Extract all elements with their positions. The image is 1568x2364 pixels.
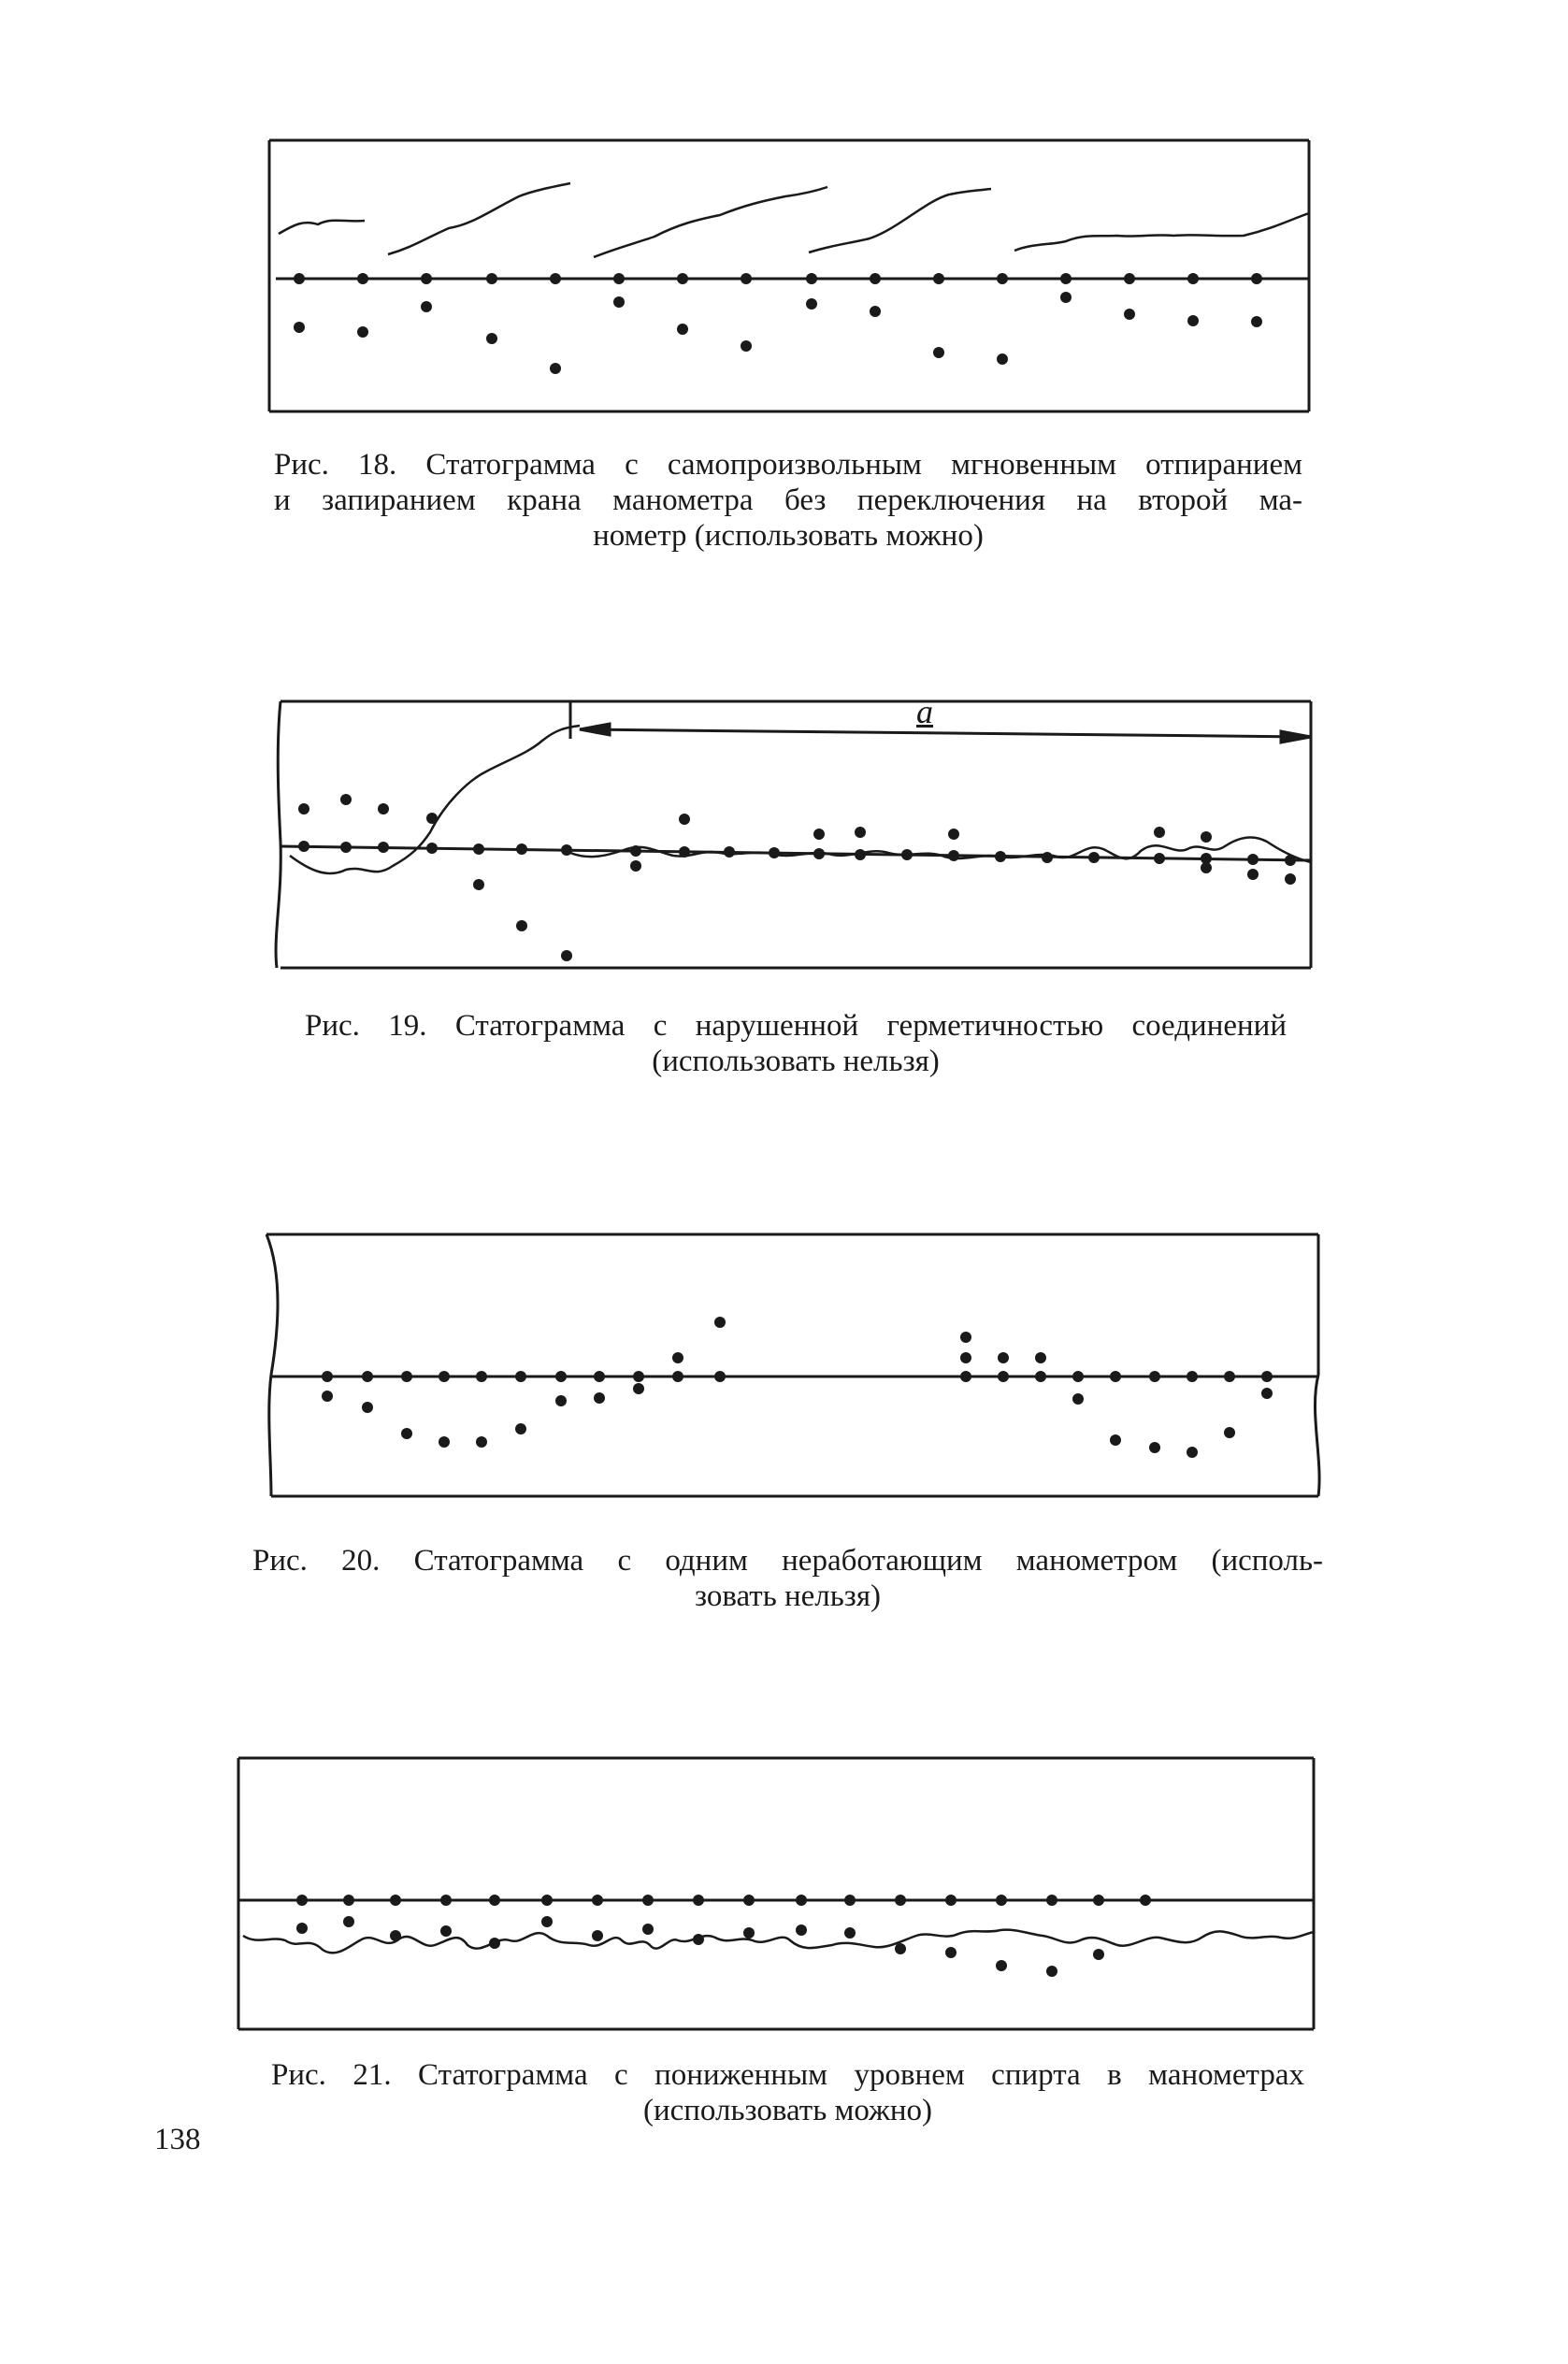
caption-line: Рис. 18. Статограмма с самопроизвольным мгновенным отпиранием [274,448,1302,482]
caption-line: Рис. 19. Статограмма с нарушенной герметичностью соединений [305,1009,1287,1043]
caption-line: Рис. 21. Статограмма с пониженным уровнем спирта в манометрах [271,2058,1304,2092]
figure-21-caption [271,2057,1304,2128]
caption-line: (использовать можно) [642,2094,933,2127]
dimension-label-a: a [916,693,933,730]
figure-20-caption [252,1543,1323,1614]
caption-line: и запиранием крана манометра без переключения на второй ма- [274,483,1302,517]
caption-line: (использовать нельзя) [652,1045,940,1078]
figure-19-statogram [262,692,1328,982]
figure-18-drawing [252,131,1328,421]
caption-line: Рис. 20. Статограмма с одним неработающим манометром (исполь- [252,1544,1323,1578]
caption-line: нометр (использовать можно) [593,519,984,553]
figure-20-statogram [257,1225,1332,1515]
figure-20-drawing [257,1225,1332,1515]
figure-19-drawing [262,692,1328,982]
page-number: 138 [154,2123,201,2156]
figure-18-caption [274,447,1302,554]
figure-21-statogram [229,1749,1323,2039]
figure-21-drawing [229,1749,1323,2039]
figure-19-caption [305,1008,1287,1079]
caption-line: зовать нельзя) [694,1579,882,1613]
figure-18-statogram [252,131,1328,421]
